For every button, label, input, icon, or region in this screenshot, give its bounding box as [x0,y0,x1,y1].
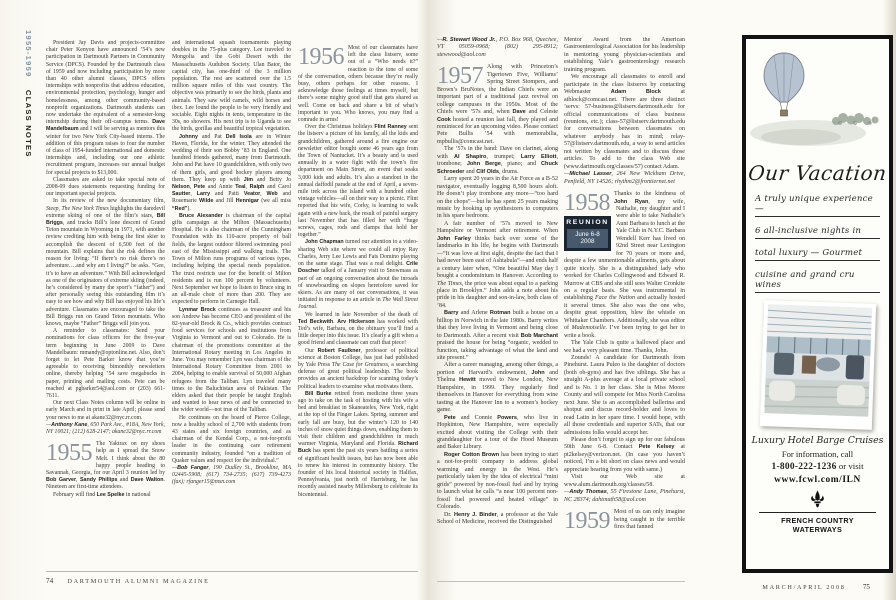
classmate-name: Bill Briggs [46,212,165,227]
classmate-name: Flint Ranney [374,124,407,131]
note-paragraph: Lynmar Brock continues as treasurer and his son Andrew has become CEO and president of the 82-year-old Brock & Co., which provides contract food services for schools and institutions from Virginia to Vermont and out to Colorado. He is chairman of the promotions committee at the International Rotary meeting in Los Angeles in June. You may remember Lyn was chairman of the International Rotary Committee from 2001 to 2004, helping to enable survival of 50,000 Afghan refugees from the Taliban. Lyn traveled many times to the Baluchistan area of Pakistan. The elders asked that their people be taught English and wanted to hear news of and be connected to the wider world—not true of the Taliban. [172,306,291,414]
class-notes-column-4 [437,37,558,589]
classmate-name: Richard Buck [298,441,418,455]
note-paragraph: He continues on the board of Pierce College, now a healthy school of 2,700 with students from 43 states and six foreign countries, and as chairman of the Kendal Corp., a not-for-profit leader in the continuing care retirement community industry, founded “on a tradition of Quaker values and respect for the individual.” [172,414,291,464]
note-paragraph: The Yale Club is quite a hallowed place and we had a very pleasant time. Thanks, John. [564,340,685,354]
classmate-name: Ted Beckwith [298,318,334,325]
classmate-name: John Ryan [614,198,649,205]
note-paragraph: Over the Christmas holidays Flint Ranney sent the listserv a picture of his family, all the kids and grandchildren, gathered around a fire engine our newsletter editor bought some 46 years ago from the Town of Nantucket. It’s a beauty and is used annually in a water fight with the town’s fire department on Main Street, an event that soaks 3,000 kids and adults. It’s also a standout in the annual daffodil parade at the end of April, a seven-mile trek across the island with a hundred other vintage vehicles—all on their way to a picnic. Flint reported that his wife, Corky, is learning to walk again with a new back, the result of painful surgery last November that has filled her with “huge screws, cages, rods and clamps that hold her together.” [298,124,418,239]
note-paragraph: Dr. Henry J. Binder, a professor at the Yale School of Medicine, received the Distinguished [437,511,558,525]
left-page-footer [46,577,210,585]
classmate-name: Anthony Kane [51,421,88,428]
classmate-name: John Farley [437,235,471,242]
note-paragraph: Mentor Award from the American Gastroenterological Association for his leadership in mentoring young physician-scientists and establishing Yale’s gastroenterology research training program. [564,37,685,73]
class-year-heading: 1955 [46,440,92,467]
barge-deck-photo [759,300,875,430]
classmate-name: Pete [193,184,206,191]
classmate-name: Henry J. Binder [454,511,497,518]
side-tab-label: CLASS NOTES [24,89,33,158]
ad-phone-line [746,461,889,472]
class-year-section-start: 1958 REUNION June 6-8 2008 Thanks to the kindness of John Ryan, my wife, Nathalie, my daughter and I were able to take Nathalie’s Aunt Barbara to lunch at the Yale Club in N.Y.C. Barbara Wendell Kerr has lived on 92nd Street near Lexington for 70 years or more and, despite a few unmentionable ailments, gets about quite nicely. She is a distinguished lady who worked for Charles Collingwood and Edward R. Murrow at CBS and she still sees Walter Cronkite on a regular basis. She was instrumental in establishing Face the Nation and actually hosted it several times. She also was the one who, despite great opposition, blew the whistle on Whittaker Chambers. Additionally, she was editor of Mademoiselle. I’ve been trying to get her to write a book. [564,190,685,339]
ad-phone-number: 1-800-222-1236 [771,462,837,472]
note-paragraph: Classmates are asked to take special note of 2008-09 dues statements requesting funding for our important special projects. [46,176,165,198]
classmate-name: Chuck Schroeder [437,161,558,175]
class-notes-column-1 [46,40,165,568]
class-notes-column-5 [564,37,685,589]
classmate-name: Cook [437,116,451,123]
class-notes-column-3 [298,40,418,568]
ad-or-visit: or visit [838,461,864,471]
classmate-name: Bob Garver [46,477,77,484]
classmate-name: Dave Mandelbaum [46,119,165,133]
note-paragraph: Pete and Connie Powers, who live in Hopkinton, New Hampshire, were especially excited about visiting the College with their granddaughter for a tour of the Hood Museum and Baker Library. [437,414,558,451]
class-year-section-start: 1957 Along with Princeton’s Tigertown Five, Williams’ Spring Street Stompers, and Brown’s BruNotes, the Indian Chiefs were an important part of a traditional jazz revival on college campuses in the 1950s. Most of the Chiefs were ’57s and, when Dave and Celeste Cook hosted a reunion last fall, they played and reminisced for an upcoming video. Please contact Pete Bullis ’54 with memorabilia, mpbullis@comcast.net. [437,63,558,145]
note-paragraph: We learned in late November of the death of Ted Beckwith. Arv Hickerson has worked with Ted’s wife, Barbara, on the obituary you’ll find a little deeper into this issue. It’s clearly a gift when a good friend and classmate can craft that piece! [298,311,418,347]
class-year-section-start: 1959 Most of us can only imagine being caught in the terrible fires that fanned [564,508,685,535]
note-paragraph: Bill Burke retired from medicine three years ago to take on the task of hosting with his wife a bed and breakfast in Skaneateles, New York, right at the top of the Finger Lakes. Spring, summer and early fall are busy, but the winter’s 120 to 140 inches of snow quiet things down, enabling them to visit their children and grandchildren in much warmer Virginia, Maryland and Florida. Richard Buck has spent the past six years battling a series of significant health issues, but has now been able to renew his interest in community history. The founder of his local historical society in Halifax, Pennsylvania, just north of Harrisburg, he has recently assisted nearby Millersburg to celebrate its bicentennial. [298,390,418,498]
classmate-name: Bruce Alexander [179,212,223,219]
classmate-name: Robert Faulkner [317,347,361,354]
reunion-badge-dates: June 6-8 2008 [567,229,608,248]
note-paragraph: Johnny and Pat Dell Isola are in Winter Haven, Florida, for the winter. They attended the wedding of their son Bobby ’83 in England. One hundred friends gathered, many from Dartmouth. John and Pat have 10 grandchildren, with only two of them girls, and good hockey players among them. They keep up with Jim and Betty Jo Nelson, Pete and Annie Teal, Ralph and Carol Sautter, Larry and Patti Veator, Web and Rosemarie Wilde and Jill Hennigar (we all miss “Red”). [172,133,291,212]
side-tab-years: 1955-1959 [24,30,33,78]
classmate-name: Dave Walton [130,477,164,484]
classmate-name: John Berge [466,161,501,168]
classmate-name: Powers [497,414,517,421]
note-paragraph: President Jay Davis and projects-committee chair Peter Kenyon have announced ’54’s new participation in Dartmouth Partners in Community Service (DPCS). Founded by the Dartmouth class of 1959 and now including participation by more than 40 other alumni classes, DPCS offers internships with nonprofits that address education, environmental protection, psychology, hunger and homelessness, among other community-based nonprofit organizations. Dartmouth students can now undertake the equivalent of a semester-long internship during their off-campus terms. Dave Mandelbaum and I will be serving as mentors this winter for two New York City-based interns. The addition of this program raises to four the number of class of 1954-funded international and domestic internships and, including our one athletic recruitment program, increases our annual budget for special projects to $13,000. [46,40,165,176]
page-number-left: 74 [46,577,54,585]
classmate-name: Rotman [489,310,511,317]
class-year-section-start: 1955 The Yaktrax on my shoes help as I spread the Snow Melt. I think about the 80 happy people heading to Savannah, Georgia, for our April 3 reunion led by Bob Garver, Sandy Phillips and Dave Walton. Nineteen are first-time attendees. [46,440,165,491]
classmate-name: Crile Doscher [298,261,418,275]
page-number-right: 75 [862,583,870,591]
classmate-name: Pete [444,414,456,421]
ad-brand-name: FRENCH COUNTRY WATERWAYS [759,512,876,534]
note-paragraph: Larry spent 20 years in the Air Force as a B-52 navigator, eventually logging 8,500 hours aloft. He doesn’t play trombone any more—“too hard on the chops”—but he has spent 25 years making music by hooking up synthesizers to computers in his spare bedroom. [437,176,558,220]
classmate-name: Sautter [172,191,191,198]
fleur-de-lis-icon [746,490,889,510]
classmate-name: Hewitt [459,377,476,384]
secretary-signature: —Bob Fanger, 190 Dudley St., Brookline, MA 02445-5908; (617) 734-2735; (617) 739-4273 (fax); rfanger15@msn.com [172,464,291,486]
note-paragraph: Roger Cotton Brown has been trying to start a not-for-profit company to address global warming and energy in the West. He’s particularly taken by the idea of electrical “mini grids” powered by non-fossil fuel and by trying to launch what he calls “a near 100 percent non-fossil fuel powered and heated village” in Colorado. [437,451,558,511]
note-paragraph: and international squash tournaments playing doubles in the 75-plus category. Lee traveled to Mongolia and the Gobi Desert with the Massachusetts Audubon Society. Ulan Bator, the capital city, has one-third of the 3 million population. The rest are scattered over the 1.5 million square miles of this vast country. The objective was primarily to see the birds, plants and animals. They saw wild camels, wild horses and ibex. Lee found the people to be very friendly and sociable. Eight nights in tents, temperature in the 30s, no showers. His next trip is to Uganda to see the birds, gorillas and beautiful tropical vegetation. [172,40,291,133]
classmate-name: John [531,369,545,376]
magazine-title: DARTMOUTH ALUMNI MAGAZINE [67,578,210,585]
classmate-name: Dell Isola [225,133,252,140]
classmate-name: Pete Kelsey [638,444,675,451]
ad-script-title: Our Vacation [747,161,888,185]
secretary-signature: —Anthony Kane, 650 Park Ave., #18A, New York, NY 10021; (212) 628-2147; akane32@nyc.rr.com [46,421,165,435]
note-paragraph: Bruce Alexander is chairman of the capital gifts campaign at the Milton (Massachusetts) Hospital. He is also chairman of the Cunningham Foundation with its 110-acre property of ball fields, the largest outdoor filtered swimming pool east of the Mississippi and walking trails. The Town of Milton runs programs of various types, including helping the special needs population. The trust restricts use for the benefit of Milton residents and is run 100 percent by volunteers. Next September we hope to listen to Bruce sing in an all-male choir of more than 200. They are expected to perform in Carnegie Hall. [172,212,291,306]
classmate-name: Clif Olds [476,168,500,175]
secretary-signature: —Andy Thomas, 55 Firestone Lane, Pinehurst, NC 28374; dahtmuth58@aol.com [564,489,685,503]
right-page-footer [762,583,870,591]
hot-air-balloon-illustration [746,41,889,159]
class-notes-column-2 [172,40,291,568]
classmate-name: Johnny [179,133,198,140]
classmate-name: Bill Burke [305,390,332,397]
classmate-name: Jim [243,176,253,183]
secretary-signature: —Michael Lasser, 264 New Wickham Drive, Penfield, NY 14526; rhythm2@frontiernet.net [564,171,685,185]
classmate-name: Andy Thomas [569,489,607,496]
note-paragraph: A reminder to classmates: Send your nominations for class officers for the five-year term beginning in June 2009 to Dave Mandelbaum: mmandy@optonline.net. Also, don’t forget to let Pete Barker know that you’re agreeable to receiving bimonthly newsletters online, thereby helping ’54 save megabucks in paper, printing and mailing costs. Pete can be reached at pgbarker54@aol.com or (203) 661-7611. [46,328,165,399]
note-paragraph: In its review of the new documentary film, Steep, The New York Times highlights the daredevil extreme skiing of one of the film’s stars, Bill Briggs, and tracks Bill’s lone descent of Grand Teton mountain in Wyoming in 1971, with another review crediting him with being the first skier to accomplish the descent of 6,500 feet of the mountain. Bill explains that the risk defines the reason for living: “If there’s no risk there’s no adventure….and why am I living?” he asks. “Gee, it’s to have an adventure.” With Bill acknowledged as one of the originators of extreme skiing (indeed, he’s considered by many the sport’s “father”) and after personally seeing this outstanding film it’s easy to see how and why Bill has enjoyed his life’s adventure. Classmates are encouraged to take the Bill Briggs run on Grand Teton mountain. Who knows, maybe “Father” Briggs will join you. [46,198,165,327]
classmate-name: “Red” [172,205,188,212]
note-paragraph: We encourage all classmates to enroll and participate in the class listservs by contacting Webmaster Adam Block at atblock@comcast.net. There are three distinct ’servs: 57-business@listserv.dartmouth.edu for official communications of class business (reunions, etc.); class-57@listserv.dartmouth.edu for conversations between classmates on whatever anybody has in mind; relay-57@listserv.dartmouth.edu, a way to send articles not written by classmates and to discuss those articles. To add to the class Web site (www.dartmouth.org/classes/57) contact Adam. [564,74,685,170]
classmate-name: Nelson [172,184,190,191]
class-notes-side-tab [24,30,33,180]
class-year-heading: 1956 [298,44,344,70]
note-paragraph: Barry and Arlene Rotman built a house on a hilltop in Norwich in the late 1980s. Barry writes that they love living in Vermont and being close to Dartmouth. After a recent visit Bob Marchant praised the house for being “organic, wedded to function, taking advantage of what the land and site present.” [437,310,558,362]
classmate-name: Larry [196,191,211,198]
class-year-heading: 1958 [564,190,610,217]
classmate-name: Wilde [199,198,214,205]
left-page-bottom-rule [46,571,418,572]
class-year-heading: 1959 [564,508,610,535]
note-paragraph: After a career managing, among other things, a portion of Harvard’s endowment, John and Thelma Hewitt moved to New London, New Hampshire, in 1999. They regularly find themselves in Hanover for everything from wine tasting at the Hanover Inn to a women’s hockey game. [437,362,558,414]
ad-caption: Luxury Hotel Barge Cruises [751,435,884,446]
classmate-name: Hennigar [235,198,259,205]
classmate-name: Ralph [249,184,265,191]
ad-tagline-line: 6 all-inclusive nights in [755,226,880,239]
note-paragraph: Our Robert Faulkner, professor of political science at Boston College, has just had published by Yale Press The Case for Greatness, a searching defense of great political leadership. The book provides an ancient backdrop for scanning today’s political leaders to examine what motivates them. [298,347,418,390]
secretary-signature: —R. Stewart Wood Jr., P.O. Box 968, Quechee, VT 05059-0968; (802) 295-8912; stewwood@aol.com [437,37,558,58]
classmate-name: Lee Spelke [96,491,125,498]
note-paragraph: The ’57s in the band: Dave on clarinet, along with Al Shapiro, trumpet; Larry Elliott, trombone; John Berge, piano; and Chuck Schroeder and Clif Olds, drums. [437,146,558,175]
advertisement-french-country-waterways [742,35,893,573]
classmate-name: Barry [444,310,459,317]
classmate-name: Adam Block [610,89,661,96]
classmate-name: Arv Hickerson [337,318,375,325]
ad-tagline-line: A truly unique experience — [755,194,880,217]
classmate-name: John Chapman [305,239,344,246]
classmate-name: Michael Lasser [569,171,612,178]
class-year-section-start: 1956 Most of our classmates have left the class listserv, some out of a “Who needs it?” reaction to the tone of some of the conversation, others because they’re really busy, others perhaps for other reasons. I acknowledge those feelings at times myself, but there’s some mighty good stuff that gets shared as well. Come on back and share a bit of what’s important to you. Who knows, you may find a comrade in arms! [298,44,418,124]
classmate-name: Larry Elliott [520,153,557,160]
classmate-name: Web [266,191,278,198]
right-page-bottom-rule [437,581,685,582]
classmate-name: Bob Fanger [177,464,209,471]
note-paragraph: Please don’t forget to sign up for our fabulous 50th June 6-8. Contact Pete Kelsey at pt2kelsey@verizon.net. (In case you haven’t noticed, I’m a bit short on class news and would appreciate hearing from you with same.) [564,437,685,473]
ad-tagline-line: cuisine and grand cru wines [755,270,880,293]
classmate-name: Al Shapiro [453,153,487,160]
classmate-name: Sandy Phillips [79,477,118,484]
classmate-name: Lynmar Brock [179,306,216,313]
note-paragraph: A fair number of ’57s moved to New Hampshire or Vermont after retirement. When John Farley thinks back over some of the landmarks in his life, he begins with Dartmouth—“It was love at first sight, despite the fact that I had never been east of Ashtabula”—and ends half a century later when, “One beautiful May day I bought a condominium in Hanover. According to The Times, the price was about equal to a parking place in Brooklyn.” John adds a note about his pride in his daughter and son-in-law, both class of ’84. [437,220,558,309]
classmate-name: Bob Marchant [520,332,558,339]
note-paragraph: John Chapman turned our attention to a video-sharing Web site where we could all enjoy Ray Charles, Jerry Lee Lewis and Fats Domino playing on the same stage. That was a real delight. Crile Doscher talked of a January visit to Snowmass as part of an ongoing conversation about the inroads of snowboarding on slopes heretofore saved for skiers. As are many of our conversations, it was initiated in response to an article in The Wall Street Journal. [298,239,418,311]
note-paragraph: Visit our Web site at www.alum.dartmouth.org/classes/58. [564,474,685,488]
ad-url: www.fcwl.com/ILN [774,475,861,485]
classmate-name: Teal [235,184,246,191]
classmate-name: R. Stewart Wood Jr. [442,37,496,43]
note-paragraph: Zounds! A candidate for Dartmouth from Pinehurst. Laura Puleo is the daughter of doctors (both ob-gyns) and has five siblings. She has a straight A-plus average at a local private school and is No. 1 in her class. She is Miss Moore County and will compete for Miss North Carolina next June. She is an accomplished ballerina and shotput and discus record-holder and loves to read Latin in her spare time. I would hope, with all those credentials and superior SATs, that our admissions folks would accept her. [564,355,685,436]
ad-info-line: For information, call [781,449,854,459]
note-paragraph: February will find Lee Spelke in national [53,491,151,498]
classmate-name: Veator [243,191,261,198]
classmate-name: Dave [512,109,526,116]
classmate-name: Roger Cotton Brown [444,451,500,458]
note-paragraph: Our next Class Notes column will be online in early March and in print in late April; please send your news to me at akane32@nyc.rr.com. [46,400,165,421]
reunion-badge-title: REUNION [566,219,609,227]
reunion-badge [564,216,611,250]
class-year-heading: 1957 [437,63,483,90]
ad-tagline-line: total luxury — Gourmet [755,248,880,261]
issue-date: MARCH/APRIL 2008 [762,584,846,591]
